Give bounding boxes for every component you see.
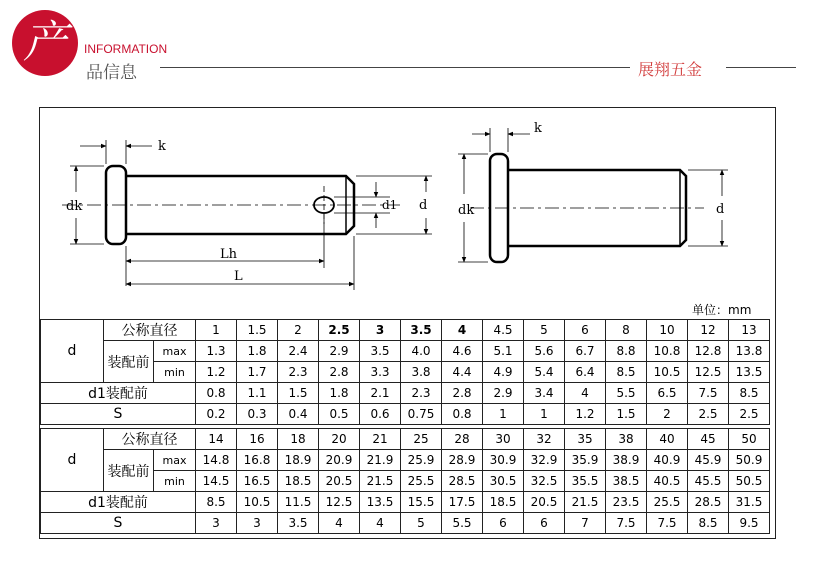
row-label-s: S bbox=[41, 513, 196, 534]
header-info-chinese: 品信息 bbox=[86, 63, 137, 83]
table-cell: 25.5 bbox=[401, 471, 442, 492]
left-label-lh: Lh bbox=[220, 247, 238, 262]
table-cell: 35.9 bbox=[565, 450, 606, 471]
table-cell: 13 bbox=[729, 320, 770, 341]
row-label-before: 装配前 bbox=[104, 450, 154, 492]
table-cell: 20.5 bbox=[524, 492, 565, 513]
table-cell: 8.5 bbox=[688, 513, 729, 534]
table-cell: 9.5 bbox=[729, 513, 770, 534]
table-cell: 1 bbox=[196, 320, 237, 341]
table-cell: 2.9 bbox=[319, 341, 360, 362]
table-cell: 18 bbox=[278, 429, 319, 450]
table-cell: 38.5 bbox=[606, 471, 647, 492]
table-cell: 11.5 bbox=[278, 492, 319, 513]
right-label-dk: dk bbox=[458, 203, 475, 218]
table-cell: 16.5 bbox=[237, 471, 278, 492]
table-cell: 3.5 bbox=[360, 341, 401, 362]
left-label-k: k bbox=[158, 139, 166, 154]
table-cell: 6 bbox=[483, 513, 524, 534]
table-cell: 2.9 bbox=[483, 383, 524, 404]
table-cell: 20.9 bbox=[319, 450, 360, 471]
table-cell: 28.5 bbox=[688, 492, 729, 513]
table-cell: 18.5 bbox=[278, 471, 319, 492]
table-cell: 12.5 bbox=[688, 362, 729, 383]
table-cell: 0.4 bbox=[278, 404, 319, 425]
table-cell: 0.5 bbox=[319, 404, 360, 425]
table-cell: 4.9 bbox=[483, 362, 524, 383]
row-label-nominal: 公称直径 bbox=[104, 320, 196, 341]
table-cell: 40 bbox=[647, 429, 688, 450]
row-label-d1: d1装配前 bbox=[41, 492, 196, 513]
table-cell: 6.4 bbox=[565, 362, 606, 383]
table-cell: 5.6 bbox=[524, 341, 565, 362]
table-cell: 10.5 bbox=[647, 362, 688, 383]
plain-pin-drawing bbox=[458, 128, 728, 262]
table-cell: 10 bbox=[647, 320, 688, 341]
table-cell: 45.9 bbox=[688, 450, 729, 471]
table-cell: 14 bbox=[196, 429, 237, 450]
table-cell: 50.9 bbox=[729, 450, 770, 471]
pin-with-hole-drawing bbox=[62, 140, 432, 290]
right-label-d: d bbox=[716, 202, 725, 217]
table-cell: 0.8 bbox=[196, 383, 237, 404]
left-label-d: d bbox=[419, 198, 428, 213]
table-cell: 35 bbox=[565, 429, 606, 450]
table-cell: 2.8 bbox=[442, 383, 483, 404]
table-cell: 2.3 bbox=[278, 362, 319, 383]
row-label-max: max bbox=[154, 450, 196, 471]
table-cell: 7 bbox=[565, 513, 606, 534]
brand-name: 展翔五金 bbox=[638, 60, 703, 79]
table-cell: 50 bbox=[729, 429, 770, 450]
table-cell: 2.4 bbox=[278, 341, 319, 362]
table-cell: 2.1 bbox=[360, 383, 401, 404]
table-cell: 3 bbox=[237, 513, 278, 534]
table-cell: 30.9 bbox=[483, 450, 524, 471]
table-cell: 30.5 bbox=[483, 471, 524, 492]
table-cell: 32.9 bbox=[524, 450, 565, 471]
row-label-d: d bbox=[41, 429, 104, 492]
table-cell: 25 bbox=[401, 429, 442, 450]
logo-badge bbox=[12, 10, 78, 76]
table-cell: 6 bbox=[524, 513, 565, 534]
table-cell: 6.5 bbox=[647, 383, 688, 404]
table-cell: 23.5 bbox=[606, 492, 647, 513]
table-cell: 5.5 bbox=[442, 513, 483, 534]
table-cell: 8 bbox=[606, 320, 647, 341]
table-cell: 2 bbox=[278, 320, 319, 341]
table-cell: 4 bbox=[442, 320, 483, 341]
table-cell: 8.5 bbox=[606, 362, 647, 383]
table-cell: 21.9 bbox=[360, 450, 401, 471]
table-cell: 13.8 bbox=[729, 341, 770, 362]
logo-character: 产 bbox=[23, 17, 67, 68]
row-label-d: d bbox=[41, 320, 104, 383]
table-cell: 0.8 bbox=[442, 404, 483, 425]
table-cell: 38 bbox=[606, 429, 647, 450]
table-cell: 2 bbox=[647, 404, 688, 425]
header-divider-left bbox=[160, 67, 630, 68]
table-cell: 5 bbox=[401, 513, 442, 534]
table-cell: 31.5 bbox=[729, 492, 770, 513]
table-row bbox=[41, 513, 770, 534]
table-cell: 3 bbox=[360, 320, 401, 341]
table-cell: 20.5 bbox=[319, 471, 360, 492]
table-cell: 1.2 bbox=[565, 404, 606, 425]
table-cell: 35.5 bbox=[565, 471, 606, 492]
table-cell: 2.5 bbox=[319, 320, 360, 341]
table-cell: 6.7 bbox=[565, 341, 606, 362]
table-cell: 4 bbox=[360, 513, 401, 534]
table-cell: 1.8 bbox=[319, 383, 360, 404]
table-cell: 45.5 bbox=[688, 471, 729, 492]
table-cell: 14.8 bbox=[196, 450, 237, 471]
table-cell: 16 bbox=[237, 429, 278, 450]
table-cell: 7.5 bbox=[647, 513, 688, 534]
row-label-s: S bbox=[41, 404, 196, 425]
table-cell: 1.2 bbox=[196, 362, 237, 383]
table-cell: 1.3 bbox=[196, 341, 237, 362]
table-cell: 1 bbox=[524, 404, 565, 425]
table-cell: 40.9 bbox=[647, 450, 688, 471]
table-row bbox=[41, 492, 770, 513]
table-cell: 4 bbox=[565, 383, 606, 404]
table-cell: 12.8 bbox=[688, 341, 729, 362]
table-cell: 10.5 bbox=[237, 492, 278, 513]
table-cell: 16.8 bbox=[237, 450, 278, 471]
unit-label: 单位：mm bbox=[692, 303, 752, 317]
spec-table-small bbox=[40, 319, 770, 425]
table-cell: 13.5 bbox=[729, 362, 770, 383]
table-cell: 1 bbox=[483, 404, 524, 425]
table-cell: 45 bbox=[688, 429, 729, 450]
row-label-max: max bbox=[154, 341, 196, 362]
table-row bbox=[41, 320, 770, 341]
table-cell: 2.8 bbox=[319, 362, 360, 383]
table-cell: 4 bbox=[319, 513, 360, 534]
table-cell: 17.5 bbox=[442, 492, 483, 513]
table-cell: 50.5 bbox=[729, 471, 770, 492]
table-cell: 8.5 bbox=[196, 492, 237, 513]
spec-table-large bbox=[40, 428, 770, 534]
table-cell: 1.8 bbox=[237, 341, 278, 362]
table-cell: 2.5 bbox=[688, 404, 729, 425]
header-divider-right bbox=[726, 67, 796, 68]
table-cell: 0.75 bbox=[401, 404, 442, 425]
table-cell: 25.5 bbox=[647, 492, 688, 513]
table-cell: 13.5 bbox=[360, 492, 401, 513]
table-cell: 20 bbox=[319, 429, 360, 450]
table-cell: 28.9 bbox=[442, 450, 483, 471]
left-label-l: L bbox=[234, 269, 243, 284]
table-cell: 3.4 bbox=[524, 383, 565, 404]
table-row bbox=[41, 341, 770, 362]
table-row bbox=[41, 383, 770, 404]
table-cell: 18.5 bbox=[483, 492, 524, 513]
table-cell: 2.3 bbox=[401, 383, 442, 404]
table-cell: 5.5 bbox=[606, 383, 647, 404]
table-cell: 14.5 bbox=[196, 471, 237, 492]
table-row bbox=[41, 450, 770, 471]
table-cell: 1.5 bbox=[606, 404, 647, 425]
table-cell: 1.5 bbox=[278, 383, 319, 404]
left-label-d1: d1 bbox=[382, 198, 398, 212]
technical-drawing bbox=[40, 108, 774, 320]
table-cell: 8.8 bbox=[606, 341, 647, 362]
table-cell: 4.6 bbox=[442, 341, 483, 362]
table-cell: 38.9 bbox=[606, 450, 647, 471]
table-cell: 0.2 bbox=[196, 404, 237, 425]
table-cell: 7.5 bbox=[688, 383, 729, 404]
table-cell: 21 bbox=[360, 429, 401, 450]
table-cell: 1.5 bbox=[237, 320, 278, 341]
table-cell: 1.1 bbox=[237, 383, 278, 404]
table-cell: 3.3 bbox=[360, 362, 401, 383]
table-cell: 0.3 bbox=[237, 404, 278, 425]
left-label-dk: dk bbox=[66, 199, 83, 214]
row-label-min: min bbox=[154, 471, 196, 492]
table-cell: 4.5 bbox=[483, 320, 524, 341]
row-label-nominal: 公称直径 bbox=[104, 429, 196, 450]
table-cell: 28 bbox=[442, 429, 483, 450]
table-cell: 40.5 bbox=[647, 471, 688, 492]
table-cell: 25.9 bbox=[401, 450, 442, 471]
table-cell: 7.5 bbox=[606, 513, 647, 534]
right-label-k: k bbox=[534, 121, 542, 136]
header-info-english: INFORMATION bbox=[84, 42, 168, 56]
table-cell: 28.5 bbox=[442, 471, 483, 492]
table-cell: 5.4 bbox=[524, 362, 565, 383]
table-cell: 3.5 bbox=[401, 320, 442, 341]
table-cell: 2.5 bbox=[729, 404, 770, 425]
table-cell: 0.6 bbox=[360, 404, 401, 425]
table-row bbox=[41, 404, 770, 425]
table-cell: 18.9 bbox=[278, 450, 319, 471]
table-cell: 5.1 bbox=[483, 341, 524, 362]
table-cell: 32.5 bbox=[524, 471, 565, 492]
table-cell: 3.5 bbox=[278, 513, 319, 534]
table-cell: 5 bbox=[524, 320, 565, 341]
table-cell: 3 bbox=[196, 513, 237, 534]
table-cell: 6 bbox=[565, 320, 606, 341]
table-cell: 1.7 bbox=[237, 362, 278, 383]
table-cell: 8.5 bbox=[729, 383, 770, 404]
table-cell: 21.5 bbox=[565, 492, 606, 513]
table-cell: 10.8 bbox=[647, 341, 688, 362]
table-cell: 4.4 bbox=[442, 362, 483, 383]
table-cell: 3.8 bbox=[401, 362, 442, 383]
table-cell: 15.5 bbox=[401, 492, 442, 513]
page-header bbox=[0, 0, 832, 100]
table-cell: 21.5 bbox=[360, 471, 401, 492]
table-cell: 30 bbox=[483, 429, 524, 450]
row-label-min: min bbox=[154, 362, 196, 383]
table-cell: 12 bbox=[688, 320, 729, 341]
table-cell: 32 bbox=[524, 429, 565, 450]
table-row bbox=[41, 429, 770, 450]
table-cell: 12.5 bbox=[319, 492, 360, 513]
row-label-before: 装配前 bbox=[104, 341, 154, 383]
table-cell: 4.0 bbox=[401, 341, 442, 362]
row-label-d1: d1装配前 bbox=[41, 383, 196, 404]
